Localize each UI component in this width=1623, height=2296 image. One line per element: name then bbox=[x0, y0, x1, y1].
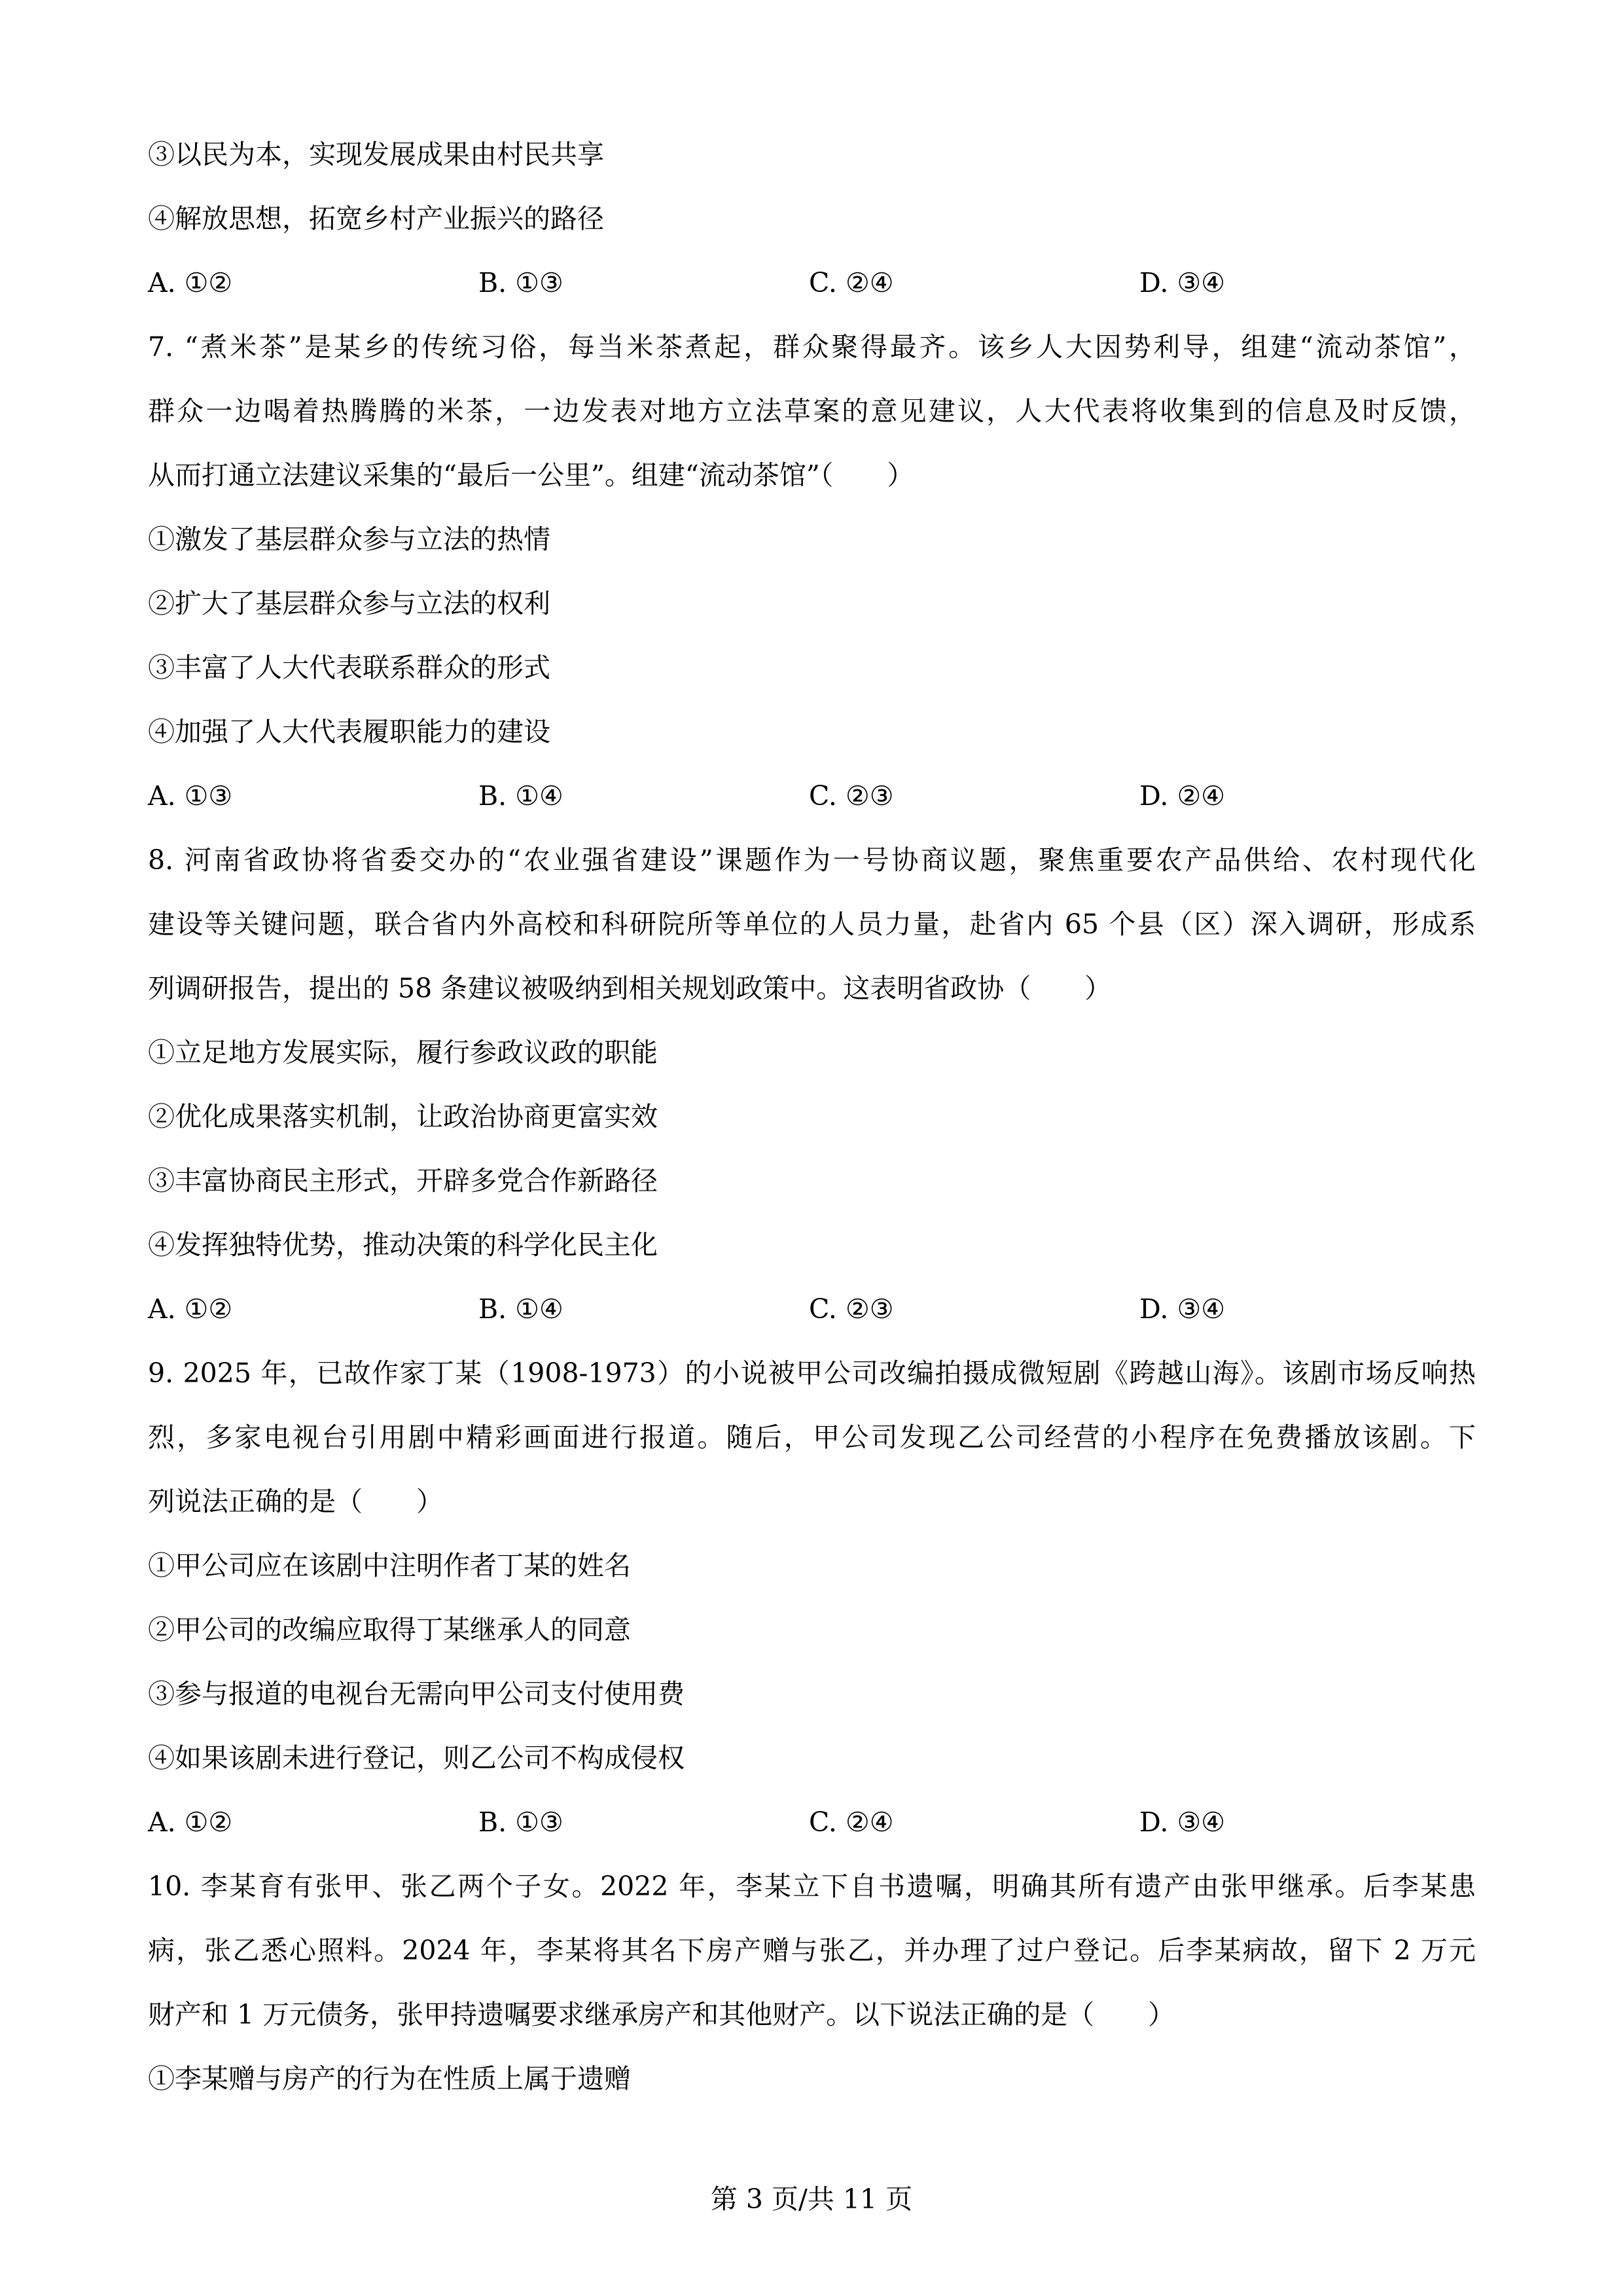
q6-item-3: ③以民为本，实现发展成果由村民共享 bbox=[148, 139, 604, 170]
q9-stem-line-3: 列说法正确的是（ ） bbox=[148, 1486, 443, 1517]
q9-option-a: A. ①② bbox=[148, 1806, 233, 1838]
q10-stem-line-3: 财产和 1 万元债务，张甲持遗嘱要求继承房产和其他财产。以下说法正确的是（ ） bbox=[148, 1999, 1175, 2030]
q9-option-b: B. ①③ bbox=[478, 1806, 563, 1838]
q9-item-4: ④如果该剧未进行登记，则乙公司不构成侵权 bbox=[148, 1742, 685, 1774]
q8-item-4: ④发挥独特优势，推动决策的科学化民主化 bbox=[148, 1229, 658, 1261]
q6-option-c: C. ②④ bbox=[809, 267, 894, 298]
q7-option-a: A. ①③ bbox=[148, 780, 233, 812]
q8-stem-line-1: 8. 河南省政协将省委交办的“农业强省建设”课题作为一号协商议题，聚焦重要农产品供给、农村现代化 bbox=[148, 844, 1476, 876]
q8-item-2: ②优化成果落实机制，让政治协商更富实效 bbox=[148, 1101, 658, 1132]
q8-option-c: C. ②③ bbox=[809, 1293, 894, 1325]
q10-stem-line-2: 病，张乙悉心照料。2024 年，李某将其名下房产赠与张乙，并办理了过户登记。后李某病故，留下 2 万元 bbox=[148, 1935, 1476, 1966]
q6-option-d: D. ③④ bbox=[1139, 267, 1225, 298]
q7-option-d: D. ②④ bbox=[1139, 780, 1225, 812]
q9-option-d: D. ③④ bbox=[1139, 1806, 1225, 1838]
q9-item-2: ②甲公司的改编应取得丁某继承人的同意 bbox=[148, 1614, 631, 1645]
q8-item-3: ③丰富协商民主形式，开辟多党合作新路径 bbox=[148, 1165, 658, 1196]
q10-item-1: ①李某赠与房产的行为在性质上属于遗赠 bbox=[148, 2063, 631, 2094]
q8-option-a: A. ①② bbox=[148, 1293, 233, 1325]
q7-stem-line-3: 从而打通立法建议采集的“最后一公里”。组建“流动茶馆”（ ） bbox=[148, 459, 914, 491]
page-number: 第 3 页/共 11 页 bbox=[710, 2183, 913, 2215]
q6-item-4: ④解放思想，拓宽乡村产业振兴的路径 bbox=[148, 203, 604, 234]
q6-option-a: A. ①② bbox=[148, 267, 233, 298]
q6-option-b: B. ①③ bbox=[478, 267, 563, 298]
q9-option-c: C. ②④ bbox=[809, 1806, 894, 1838]
q8-option-b: B. ①④ bbox=[478, 1293, 563, 1325]
q9-stem-line-2: 烈，多家电视台引用剧中精彩画面进行报道。随后，甲公司发现乙公司经营的小程序在免费播放该剧。下 bbox=[148, 1422, 1476, 1453]
q9-stem-line-1: 9. 2025 年，已故作家丁某（1908-1973）的小说被甲公司改编拍摄成微短剧《跨越山海》。该剧市场反响热 bbox=[148, 1357, 1476, 1389]
q7-option-c: C. ②③ bbox=[809, 780, 894, 812]
q8-stem-line-3: 列调研报告，提出的 58 条建议被吸纳到相关规划政策中。这表明省政协（ ） bbox=[148, 973, 1112, 1004]
q8-item-1: ①立足地方发展实际，履行参政议政的职能 bbox=[148, 1037, 658, 1068]
q8-stem-line-2: 建设等关键问题，联合省内外高校和科研院所等单位的人员力量，赴省内 65 个县（区）深入调研，形成系 bbox=[148, 908, 1476, 940]
q7-item-3: ③丰富了人大代表联系群众的形式 bbox=[148, 652, 550, 683]
q9-item-1: ①甲公司应在该剧中注明作者丁某的姓名 bbox=[148, 1550, 631, 1581]
q7-item-1: ①激发了基层群众参与立法的热情 bbox=[148, 524, 550, 555]
q7-stem-line-2: 群众一边喝着热腾腾的米茶，一边发表对地方立法草案的意见建议，人大代表将收集到的信息及时反馈， bbox=[148, 395, 1476, 427]
q7-stem-line-1: 7. “煮米茶”是某乡的传统习俗，每当米茶煮起，群众聚得最齐。该乡人大因势利导，组建“流动茶馆”， bbox=[148, 331, 1476, 363]
q8-option-d: D. ③④ bbox=[1139, 1293, 1225, 1325]
q7-option-b: B. ①④ bbox=[478, 780, 563, 812]
q7-item-2: ②扩大了基层群众参与立法的权利 bbox=[148, 588, 550, 619]
q9-item-3: ③参与报道的电视台无需向甲公司支付使用费 bbox=[148, 1678, 685, 1710]
q10-stem-line-1: 10. 李某育有张甲、张乙两个子女。2022 年，李某立下自书遗嘱，明确其所有遗产由张甲继承。后李某患 bbox=[148, 1871, 1476, 1902]
q7-item-4: ④加强了人大代表履职能力的建设 bbox=[148, 716, 550, 747]
